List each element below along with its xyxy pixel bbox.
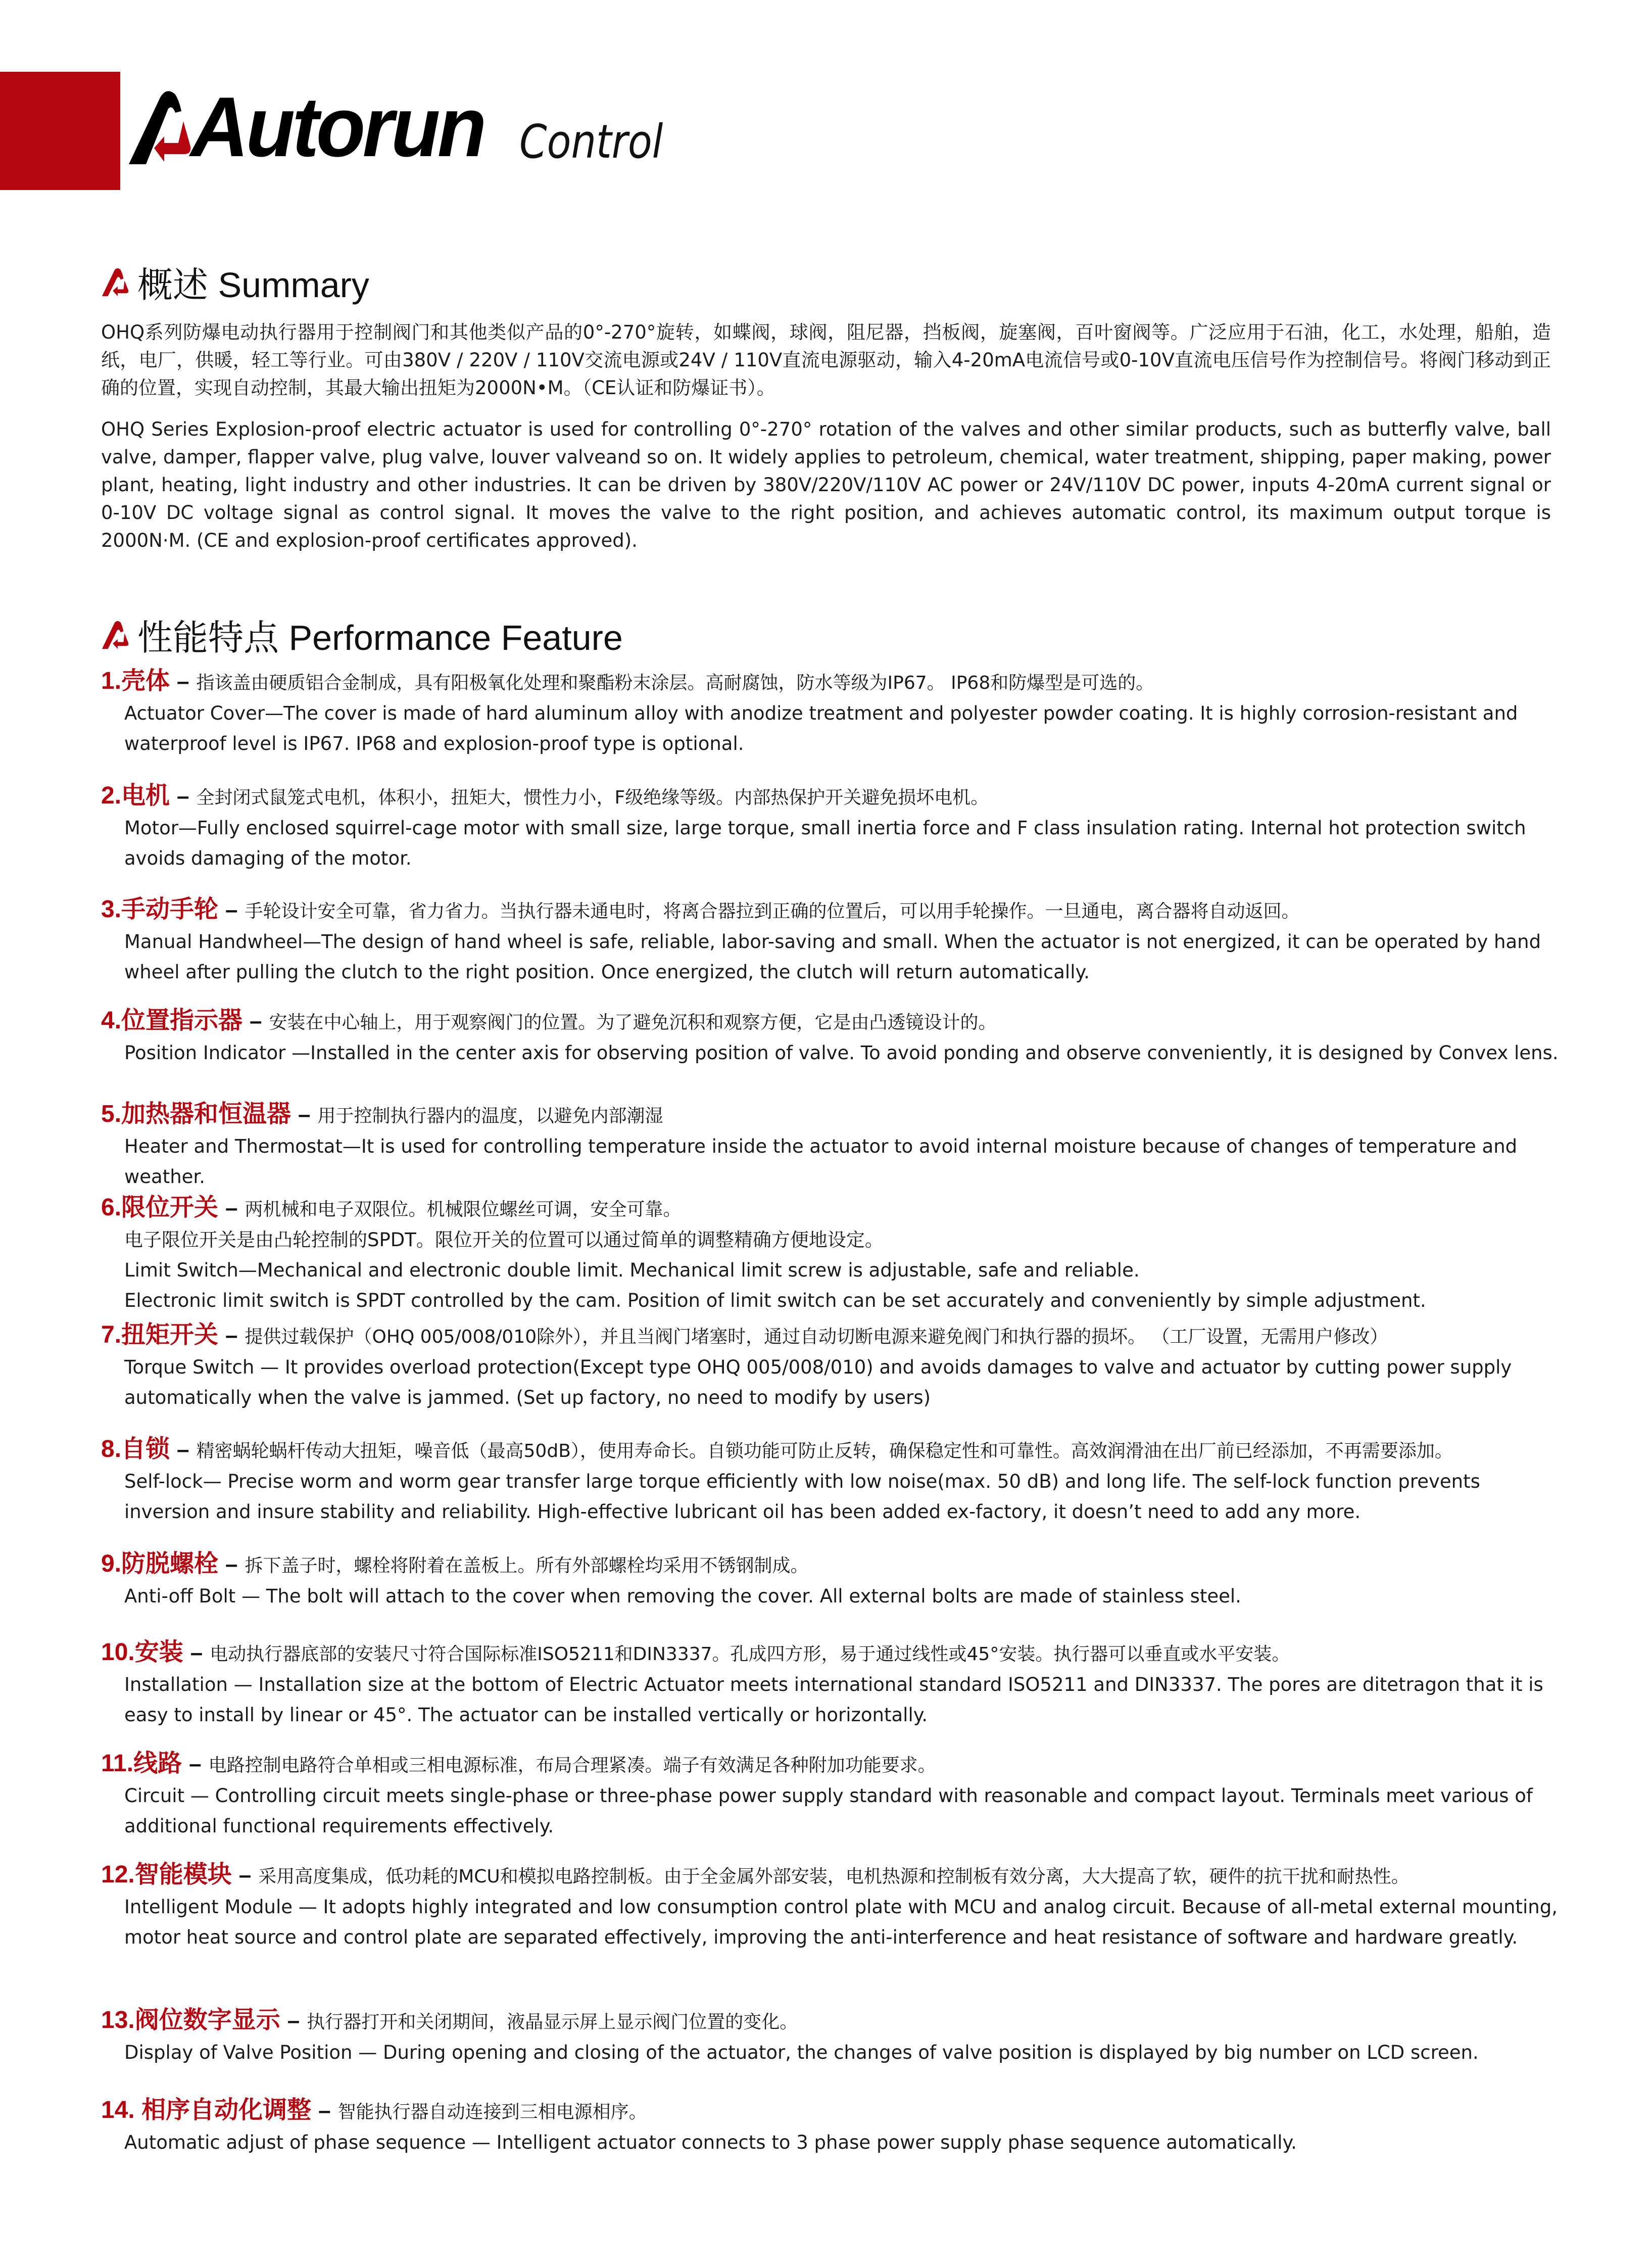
feature-description-line: Motor—Fully enclosed squirrel-cage motor with small size, large torque, small inertia force and F class insulation rating. Internal hot protection switch avoids damaging of the motor.: [124, 817, 1526, 869]
feature-cn-text: 拆下盖子时，螺栓将附着在盖板上。所有外部螺栓均采用不锈钢制成。: [245, 1555, 809, 1576]
feature-dash: –: [190, 1640, 203, 1665]
autorun-mark-icon: [101, 620, 130, 650]
feature-heading: [101, 1637, 1556, 1670]
feature-heading: [101, 1099, 1556, 1131]
feature-heading: [101, 1860, 1556, 1892]
feature-item: [101, 781, 1556, 874]
feature-title: 13.阀位数字显示: [101, 2007, 280, 2034]
brand-name: Autorun: [190, 79, 484, 174]
feature-title: 10.安装: [101, 1639, 183, 1666]
feature-description: [101, 1892, 1559, 1953]
feature-description: [101, 1670, 1559, 1730]
brand-logo: [129, 79, 689, 174]
feature-cn-text: 手轮设计安全可靠，省力省力。当执行器未通电时，将离合器拉到正确的位置后，可以用手轮操作。一旦通电，离合器将自动返回。: [245, 901, 1300, 922]
feature-title: 12.智能模块: [101, 1861, 232, 1888]
feature-dash: –: [225, 1196, 238, 1220]
feature-description: [101, 927, 1559, 987]
feature-cn-text: 执行器打开和关闭期间，液晶显示屏上显示阀门位置的变化。: [307, 2012, 798, 2033]
feature-item: [101, 1860, 1556, 1953]
feature-description: [101, 813, 1559, 874]
feature-heading: [101, 1434, 1556, 1467]
feature-description: [101, 2038, 1559, 2068]
brand-suffix: Control: [519, 115, 663, 169]
feature-title: 4.位置指示器: [101, 1007, 243, 1034]
feature-item: [101, 1320, 1556, 1413]
feature-description: [101, 1581, 1559, 1612]
feature-item: [101, 666, 1556, 759]
feature-heading: [101, 781, 1556, 813]
feature-cn-text: 智能执行器自动连接到三相电源相序。: [337, 2102, 647, 2122]
feature-heading: [101, 666, 1556, 698]
feature-dash: –: [225, 1552, 238, 1577]
features-title: 性能特点 Performance Feature: [137, 618, 623, 657]
feature-title: 8.自锁: [101, 1436, 170, 1462]
feature-description-line: Circuit — Controlling circuit meets single-phase or three-phase power supply standard with reasonable and compact layout. Terminals meet various of additional functional requirements effectively.: [124, 1785, 1533, 1837]
feature-title: 6.限位开关: [101, 1194, 219, 1221]
feature-description-line: Automatic adjust of phase sequence — Intelligent actuator connects to 3 phase power supply phase sequence automatically.: [124, 2132, 1297, 2153]
brand-color-block: [0, 72, 120, 190]
feature-item: [101, 1006, 1559, 1068]
feature-cn-text: 提供过载保护（OHQ 005/008/010除外），并且当阀门堵塞时，通过自动切断电源来避免阀门和执行器的损坏。 （工厂设置，无需用户修改）: [245, 1327, 1388, 1347]
feature-dash: –: [225, 897, 238, 922]
feature-dash: –: [177, 1437, 189, 1462]
feature-title: 5.加热器和恒温器: [101, 1101, 291, 1127]
feature-heading: [101, 1549, 1556, 1581]
feature-item: [101, 1549, 1556, 1612]
feature-item: [101, 894, 1556, 987]
feature-dash: –: [189, 1752, 202, 1776]
summary-en-paragraph: OHQ Series Explosion-proof electric actuator is used for controlling 0°-270° rotation of the valves and other similar products, such as butterfly valve, ball valve, damper, flapper valve, plug valve, louver valveand so on. It widely applies to petroleum, chemical, water treatment, shipping, paper making, power plant, heating, light industry and other industries. It can be driven by 380V/220V/110V AC power or 24V/110V DC power, inputs 4-20mA current signal or 0-10V DC voltage signal as control signal. It moves the valve to the right position, and achieves automatic control, its maximum output torque is 2000N·M. (CE and explosion-proof certificates approved).: [101, 418, 1551, 551]
feature-item: [101, 1637, 1556, 1730]
feature-description-line: Actuator Cover—The cover is made of hard aluminum alloy with anodize treatment and polyester powder coating. It is highly corrosion-resistant and waterproof level is IP67. IP68 and explosion-proof type is optional.: [124, 702, 1518, 754]
feature-title: 11.线路: [101, 1750, 182, 1777]
feature-heading: [101, 894, 1556, 927]
feature-description: [101, 2128, 1559, 2158]
feature-title: 14. 相序自动化调整: [101, 2097, 312, 2123]
feature-dash: –: [318, 2098, 331, 2123]
feature-cn-text: 电路控制电路符合单相或三相电源标准，布局合理紧凑。端子有效满足各种附加功能要求。: [208, 1755, 936, 1776]
feature-cn-text: 采用高度集成，低功耗的MCU和模拟电路控制板。由于全金属外部安装，电机热源和控制板有效分离，大大提高了软，硬件的抗干扰和耐热性。: [258, 1866, 1410, 1887]
feature-description: [101, 1352, 1559, 1413]
feature-title: 3.手动手轮: [101, 896, 219, 923]
feature-item: [101, 2005, 1556, 2068]
feature-item: [101, 1099, 1556, 1192]
feature-cn-text: 安装在中心轴上，用于观察阀门的位置。为了避免沉积和观察方便，它是由凸透镜设计的。: [269, 1012, 997, 1033]
feature-description-line: Position Indicator —Installed in the center axis for observing position of valve. To avoid ponding and observe conveniently, it is designed by Convex lens.: [124, 1042, 1559, 1064]
feature-title: 2.电机: [101, 782, 170, 809]
feature-description: [101, 1131, 1559, 1192]
autorun-mark-icon: [101, 267, 130, 298]
feature-description: [101, 698, 1559, 759]
feature-heading: [101, 1749, 1556, 1781]
feature-description-line: Anti-off Bolt — The bolt will attach to the cover when removing the cover. All external bolts are made of stainless steel.: [124, 1585, 1241, 1607]
feature-cn-text: 两机械和电子双限位。机械限位螺丝可调，安全可靠。: [245, 1199, 682, 1220]
feature-heading: [101, 1006, 1556, 1038]
feature-item: [101, 1193, 1556, 1316]
feature-item: [101, 2095, 1556, 2158]
feature-dash: –: [177, 669, 189, 694]
feature-item: [101, 1749, 1556, 1841]
feature-description: [101, 1225, 1559, 1316]
feature-dash: –: [177, 784, 189, 809]
feature-dash: –: [250, 1009, 262, 1033]
feature-description-line: Manual Handwheel—The design of hand wheel is safe, reliable, labor-saving and small. When the actuator is not energized, it can be operated by hand wheel after pulling the clutch to the right position. Once energized, the clutch will return automatically.: [124, 931, 1541, 983]
feature-dash: –: [287, 2008, 300, 2033]
feature-description-line: Torque Switch — It provides overload protection(Except type OHQ 005/008/010) and avoids damages to valve and actuator by cutting power supply automatically when the valve is jammed. (Set up factory, no need to modify by users): [124, 1356, 1512, 1408]
feature-heading: [101, 1320, 1556, 1352]
feature-description-line: Self-lock— Precise worm and worm gear transfer large torque efficiently with low noise(max. 50 dB) and long life. The self-lock function prevents inversion and insure stability and reliability. High-effective lubricant oil has been added ex-factory, it doesn’t need to add any more.: [124, 1471, 1480, 1523]
feature-cn-text: 指该盖由硬质铝合金制成，具有阳极氧化处理和聚酯粉末涂层。高耐腐蚀，防水等级为IP67。 IP68和防爆型是可选的。: [196, 673, 1154, 693]
autorun-logo-mark-icon: [129, 88, 195, 169]
feature-description-line: Installation — Installation size at the bottom of Electric Actuator meets international standard ISO5211 and DIN3337. The pores are ditetragon that it is easy to install by linear or 45°. The actuator can be installed vertically or horizontally.: [124, 1674, 1543, 1726]
feature-description: [101, 1467, 1559, 1527]
feature-title: 9.防脱螺栓: [101, 1550, 219, 1577]
feature-dash: –: [238, 1863, 252, 1887]
feature-cn-text: 电动执行器底部的安装尺寸符合国际标准ISO5211和DIN3337。孔成四方形，易于通过线性或45°安装。执行器可以垂直或水平安装。: [210, 1644, 1290, 1665]
feature-description-line: Heater and Thermostat—It is used for controlling temperature inside the actuator to avoid internal moisture because of changes of temperature and weather.: [124, 1136, 1518, 1188]
feature-description: [101, 1038, 1559, 1068]
features-heading: [101, 609, 623, 660]
summary-heading: [101, 257, 369, 308]
feature-dash: –: [225, 1323, 238, 1348]
feature-heading: [101, 2005, 1556, 2038]
feature-description-line: Display of Valve Position — During opening and closing of the actuator, the changes of valve position is displayed by big number on LCD screen.: [124, 2042, 1479, 2063]
feature-cn-text: 精密蜗轮蜗杆传动大扭矩，噪音低（最高50dB），使用寿命长。自锁功能可防止反转，确保稳定性和可靠性。高效润滑油在出厂前已经添加，不再需要添加。: [196, 1441, 1453, 1461]
feature-cn-text: 用于控制执行器内的温度，以避免内部潮湿: [317, 1106, 663, 1126]
feature-description-line: Limit Switch—Mechanical and electronic double limit. Mechanical limit screw is adjustable, safe and reliable.: [124, 1259, 1140, 1281]
feature-description: [101, 1781, 1559, 1841]
feature-description-line: Intelligent Module — It adopts highly integrated and low consumption control plate with MCU and analog circuit. Because of all-metal external mounting, motor heat source and control plate are separated effectively, improving the anti-interference and heat resistance of software and hardware greatly.: [124, 1896, 1558, 1948]
feature-description-line: Electronic limit switch is SPDT controlled by the cam. Position of limit switch can be set accurately and conveniently by simple adjustment.: [124, 1290, 1426, 1311]
feature-dash: –: [298, 1102, 311, 1127]
feature-heading: [101, 2095, 1556, 2128]
feature-heading: [101, 1193, 1556, 1225]
summary-cn-paragraph: OHQ系列防爆电动执行器用于控制阀门和其他类似产品的0°-270°旋转，如蝶阀，球阀，阻尼器，挡板阀，旋塞阀，百叶窗阀等。广泛应用于石油，化工，水处理，船舶，造纸，电厂，供暖，轻工等行业。可由380V / 220V / 110V交流电源或24V / 110V直流电源驱动，输入4-20mA电流信号或0-10V直流电压信号作为控制信号。将阀门移动到正确的位置，实现自动控制，其最大输出扭矩为2000N•M。（CE认证和防爆证书）。: [101, 321, 1551, 399]
summary-title: 概述 Summary: [137, 265, 369, 305]
feature-cn-text: 全封闭式鼠笼式电机，体积小，扭矩大，惯性力小，F级绝缘等级。内部热保护开关避免损坏电机。: [196, 787, 989, 808]
feature-title: 1.壳体: [101, 668, 170, 694]
feature-title: 7.扭矩开关: [101, 1321, 219, 1348]
feature-item: [101, 1434, 1556, 1527]
feature-description-line: 电子限位开关是由凸轮控制的SPDT。限位开关的位置可以通过简单的调整精确方便地设定。: [124, 1229, 884, 1251]
